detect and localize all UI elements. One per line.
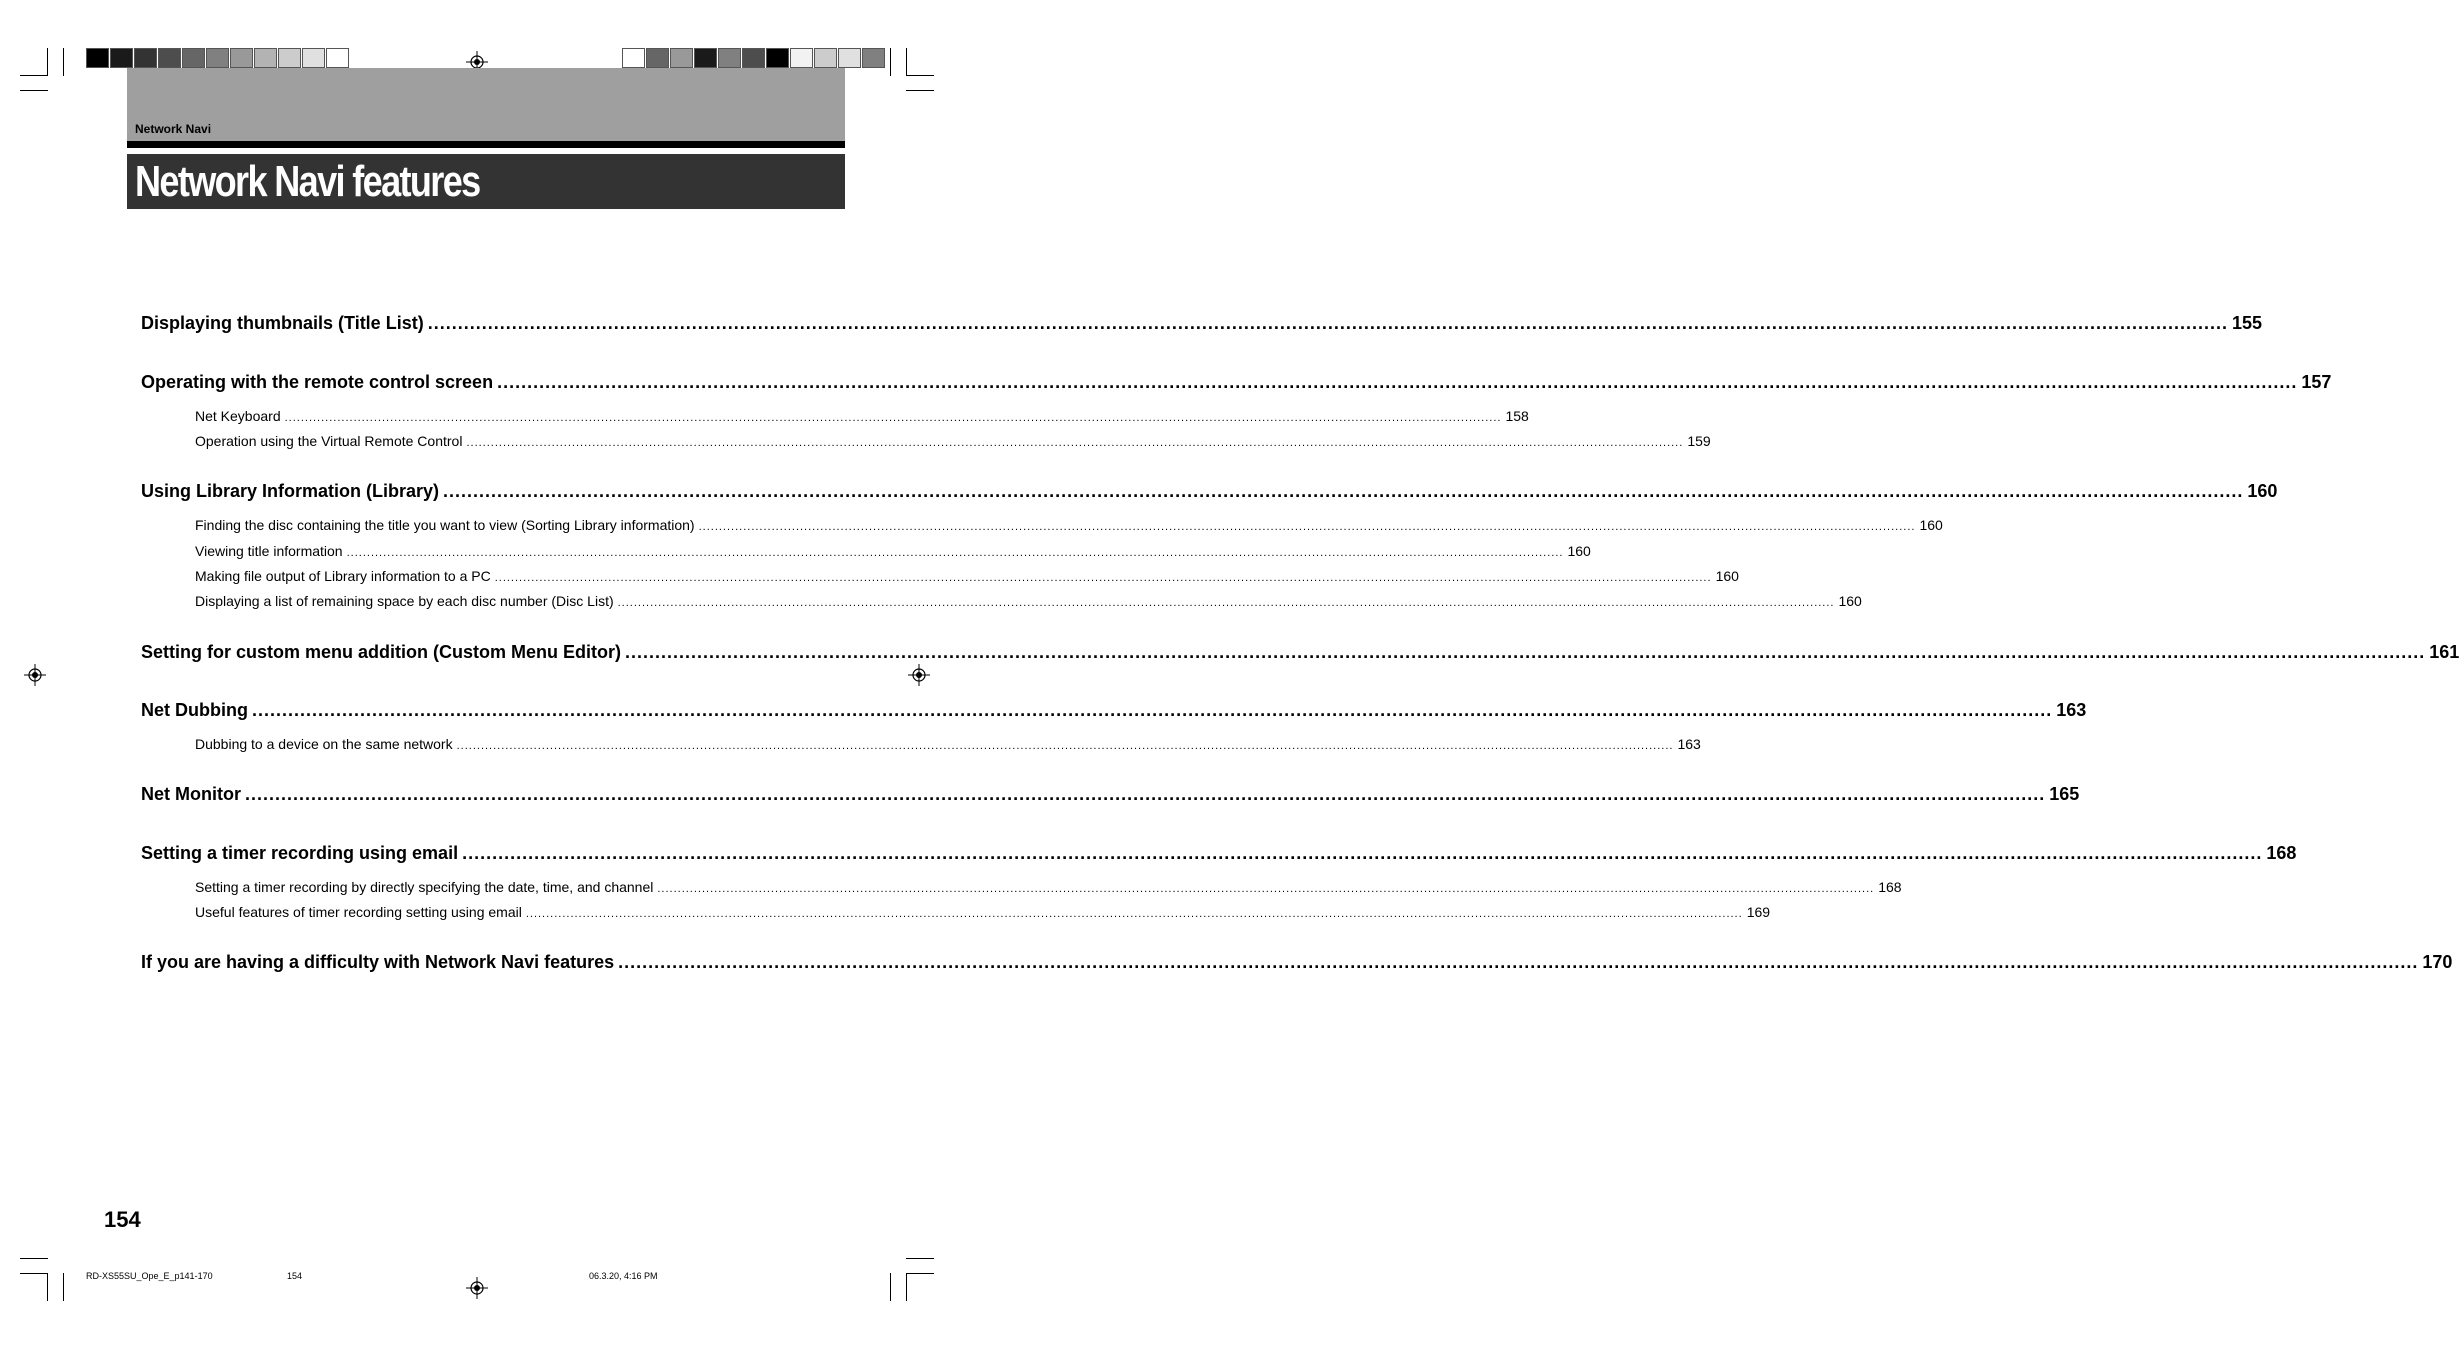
page-number: 154 [104, 1207, 141, 1232]
crop-mark [906, 90, 934, 91]
toc-subentry-title: Useful features of timer recording setting using email [195, 904, 522, 920]
color-swatch [814, 48, 837, 68]
toc-page-number: 168 [1878, 879, 1902, 895]
header-rule [127, 141, 845, 148]
toc-section-title: Net Dubbing [141, 700, 248, 720]
crop-mark [47, 1273, 48, 1301]
toc-section-entry[interactable] [141, 313, 2263, 334]
color-swatch [862, 48, 885, 68]
toc-page-number: 163 [1677, 736, 1701, 752]
color-swatch [790, 48, 813, 68]
toc-subentry-title: Displaying a list of remaining space by each disc number (Disc List) [195, 593, 614, 609]
color-swatch [86, 48, 109, 68]
crop-mark [906, 48, 907, 76]
toc-leader-dots: ............................................................................................................................................................................................................................................................................................................ [251, 700, 2053, 720]
footer-date: 06.3.20, 4:16 PM [589, 1271, 658, 1281]
toc-section-entry[interactable] [141, 372, 2332, 393]
toc-page-number: 161 [2429, 642, 2459, 662]
toc-section-title: If you are having a difficulty with Network Navi features [141, 952, 615, 972]
crop-mark [20, 1258, 48, 1259]
crop-mark [20, 75, 48, 76]
crop-mark [890, 48, 891, 76]
toc-subentry-title: Making file output of Library information to a PC [195, 568, 491, 584]
toc-page-number: 160 [1567, 543, 1591, 559]
toc-leader-dots: ............................................................................................................................................................................................................................................................................................................ [657, 883, 1875, 895]
color-swatch [326, 48, 349, 68]
toc-subentry[interactable] [195, 568, 1739, 584]
color-swatch [766, 48, 789, 68]
toc-subentry-title: Net Keyboard [195, 408, 281, 424]
color-swatch [254, 48, 277, 68]
color-swatch [742, 48, 765, 68]
toc-leader-dots: ............................................................................................................................................................................................................................................................................................................ [525, 908, 1743, 920]
color-swatch [694, 48, 717, 68]
toc-page-number: 168 [2266, 843, 2297, 863]
crop-mark [906, 1273, 934, 1274]
toc-section-title: Setting a timer recording using email [141, 843, 459, 863]
toc-subentry[interactable] [195, 517, 1943, 533]
color-swatch [278, 48, 301, 68]
toc-leader-dots: ............................................................................................................................................................................................................................................................................................................ [244, 784, 2046, 804]
crop-mark [63, 48, 64, 76]
crop-mark [906, 1258, 934, 1259]
crop-mark [47, 48, 48, 76]
toc-section-title: Operating with the remote control screen [141, 372, 494, 392]
toc-page-number: 160 [1919, 517, 1943, 533]
crop-mark [890, 1273, 891, 1301]
toc-section-title: Using Library Information (Library) [141, 481, 440, 501]
toc-leader-dots: ............................................................................................................................................................................................................................................................................................................ [617, 597, 1835, 609]
color-swatch [718, 48, 741, 68]
crop-mark [906, 75, 934, 76]
toc-subentry[interactable] [195, 543, 1591, 559]
toc-subentry-title: Operation using the Virtual Remote Control [195, 433, 463, 449]
toc-section-entry[interactable] [141, 642, 2459, 663]
toc-page-number: 155 [2232, 313, 2263, 333]
toc-page-number: 160 [2247, 481, 2278, 501]
toc-page-number: 163 [2056, 700, 2087, 720]
crop-mark [63, 1273, 64, 1301]
color-swatch [622, 48, 645, 68]
toc-leader-dots: ............................................................................................................................................................................................................................................................................................................ [698, 521, 1916, 533]
toc-subentry-title: Setting a timer recording by directly specifying the date, time, and channel [195, 879, 654, 895]
crop-mark [20, 1273, 48, 1274]
toc-leader-dots: ............................................................................................................................................................................................................................................................................................................ [456, 740, 1674, 752]
toc-leader-dots: ............................................................................................................................................................................................................................................................................................................ [624, 642, 2426, 662]
toc-subentry-title: Dubbing to a device on the same network [195, 736, 453, 752]
color-swatch [230, 48, 253, 68]
crop-mark [906, 1273, 907, 1301]
toc-section-entry[interactable] [141, 784, 2080, 805]
header-band [127, 68, 845, 141]
color-swatch-bar-left [86, 48, 350, 68]
color-swatch [134, 48, 157, 68]
toc-subentry[interactable] [195, 593, 1862, 609]
toc-page-number: 165 [2049, 784, 2080, 804]
color-swatch [158, 48, 181, 68]
toc-leader-dots: ............................................................................................................................................................................................................................................................................................................ [618, 952, 2419, 972]
toc-page-number: 160 [1715, 568, 1739, 584]
footer-file: RD-XS55SU_Ope_E_p141-170 [86, 1271, 213, 1281]
crop-mark [20, 90, 48, 91]
toc-leader-dots: ............................................................................................................................................................................................................................................................................................................ [284, 412, 1502, 424]
color-swatch [670, 48, 693, 68]
registration-mark-icon [466, 1277, 488, 1299]
color-swatch [646, 48, 669, 68]
toc-section-entry[interactable] [141, 481, 2278, 502]
color-swatch [182, 48, 205, 68]
color-swatch [302, 48, 325, 68]
toc-page-number: 169 [1746, 904, 1771, 920]
toc-leader-dots: ............................................................................................................................................................................................................................................................................................................ [346, 547, 1564, 559]
toc-section-title: Setting for custom menu addition (Custom Menu Editor) [141, 642, 621, 662]
toc-subentry[interactable] [195, 879, 1902, 895]
toc-page-number: 159 [1687, 433, 1711, 449]
toc-section-title: Net Monitor [141, 784, 241, 804]
toc-leader-dots: ............................................................................................................................................................................................................................................................................................................ [466, 437, 1684, 449]
toc-subentry-title: Viewing title information [195, 543, 343, 559]
toc-section-entry[interactable] [141, 700, 2087, 721]
footer-page: 154 [287, 1271, 303, 1281]
color-swatch-bar-right [622, 48, 886, 68]
toc-page-number: 157 [2301, 372, 2332, 392]
toc-leader-dots: ............................................................................................................................................................................................................................................................................................................ [427, 313, 2228, 333]
toc-section-entry[interactable] [141, 952, 2453, 973]
toc-section-title: Displaying thumbnails (Title List) [141, 313, 424, 333]
toc-subentry[interactable] [195, 408, 1529, 424]
color-swatch [110, 48, 133, 68]
toc-subentry[interactable] [195, 904, 1771, 920]
toc-section-entry[interactable] [141, 843, 2297, 864]
toc-leader-dots: ............................................................................................................................................................................................................................................................................................................ [462, 843, 2263, 863]
toc-leader-dots: ............................................................................................................................................................................................................................................................................................................ [494, 572, 1712, 584]
section-label: Network Navi [135, 122, 212, 136]
page-title: Network Navi features [135, 157, 480, 206]
toc-subentry[interactable] [195, 433, 1711, 449]
toc-leader-dots: ............................................................................................................................................................................................................................................................................................................ [497, 372, 2298, 392]
toc-page-number: 160 [1838, 593, 1862, 609]
toc-page-number: 170 [2422, 952, 2453, 972]
toc-page-number: 158 [1505, 408, 1529, 424]
toc-leader-dots: ............................................................................................................................................................................................................................................................................................................ [443, 481, 2244, 501]
toc-subentry[interactable] [195, 736, 1701, 752]
registration-mark-icon [24, 664, 46, 686]
registration-mark-icon [908, 664, 930, 686]
color-swatch [838, 48, 861, 68]
toc-subentry-title: Finding the disc containing the title you want to view (Sorting Library information) [195, 517, 695, 533]
color-swatch [206, 48, 229, 68]
